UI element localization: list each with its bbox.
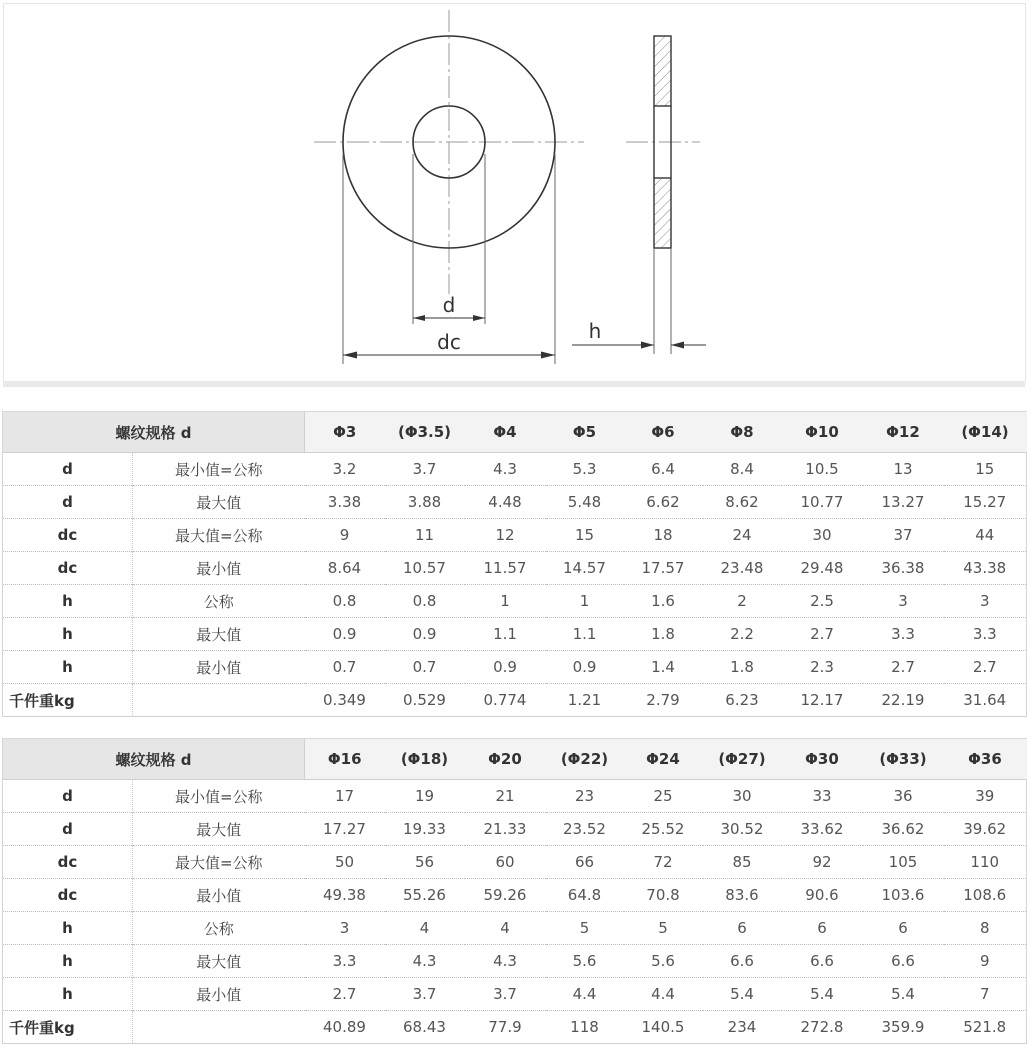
value-cell: 0.529 [403, 691, 446, 709]
value-cell: 70.8 [646, 886, 680, 904]
value-cell: 1 [579, 592, 590, 610]
size-header: (Φ18) [400, 750, 449, 768]
value-cell: 22.19 [881, 691, 925, 709]
condition-cell: 最小值 [196, 985, 242, 1004]
value-cell: 1.1 [572, 625, 597, 643]
value-cell: 12 [495, 526, 515, 544]
value-cell: 8.62 [725, 493, 759, 511]
value-cell: 40.89 [323, 1018, 366, 1036]
value-cell: 2 [737, 592, 747, 610]
value-cell: 33 [812, 787, 832, 805]
value-cell: 2.5 [810, 592, 834, 610]
value-cell: 0.8 [332, 592, 357, 610]
value-cell: 39.62 [944, 813, 1027, 846]
value-cell: 90.6 [805, 886, 839, 904]
value-cell: 2.2 [730, 625, 754, 643]
d-dimension-label: d [442, 293, 456, 317]
condition-cell: 最大值 [196, 625, 242, 644]
value-cell: 17 [334, 787, 355, 805]
value-cell: 0.7 [332, 658, 357, 676]
value-cell: 6.6 [891, 952, 915, 970]
value-cell: 8 [944, 912, 1027, 945]
value-cell: 1.6 [651, 592, 675, 610]
value-cell: 0.8 [412, 592, 437, 610]
value-cell: 5.4 [891, 985, 915, 1003]
empty-condition-cell [133, 1011, 305, 1044]
value-cell: 50 [334, 853, 355, 871]
size-header: Φ12 [886, 423, 920, 441]
value-cell: 37 [893, 526, 913, 544]
condition-cell: 公称 [203, 592, 234, 611]
condition-cell: 最小值=公称 [174, 787, 263, 806]
value-cell: 1.1 [493, 625, 517, 643]
value-cell: 92 [812, 853, 832, 871]
value-cell: 9 [339, 526, 350, 544]
table-row [3, 552, 1027, 585]
value-cell: 83.6 [725, 886, 759, 904]
thread-spec-header: 螺纹规格 d [3, 412, 305, 453]
value-cell: 6 [817, 919, 827, 937]
value-cell: 5.4 [730, 985, 754, 1003]
value-cell: 3.7 [493, 985, 517, 1003]
size-header: Φ24 [646, 750, 680, 768]
param-cell: d [3, 813, 133, 846]
value-cell: 23.52 [563, 820, 606, 838]
table-row [3, 978, 1027, 1011]
value-cell: 15 [944, 453, 1027, 486]
param-cell: h [3, 912, 133, 945]
value-cell: 6.23 [725, 691, 759, 709]
table-row [3, 1011, 1027, 1044]
h-arrow-right [671, 342, 684, 349]
size-header: Φ16 [327, 750, 362, 768]
param-cell: h [3, 618, 133, 651]
value-cell: 25 [653, 787, 673, 805]
value-cell: 14.57 [563, 559, 606, 577]
table-row [3, 780, 1027, 813]
value-cell: 85 [732, 853, 752, 871]
value-cell: 36.38 [881, 559, 925, 577]
value-cell: 3.3 [944, 618, 1027, 651]
value-cell: 3.3 [891, 625, 915, 643]
value-cell: 21 [495, 787, 515, 805]
param-cell: h [3, 945, 133, 978]
value-cell: 39 [944, 780, 1027, 813]
value-cell: 6 [737, 919, 747, 937]
value-cell: 1.21 [567, 691, 602, 709]
value-cell: 13.27 [881, 493, 925, 511]
value-cell: 3.7 [412, 460, 437, 478]
table-row [3, 879, 1027, 912]
value-cell: 33.62 [800, 820, 844, 838]
size-header: Φ4 [493, 423, 517, 441]
value-cell: 4.4 [651, 985, 675, 1003]
value-cell: 10.5 [805, 460, 839, 478]
size-header: (Φ22) [560, 750, 609, 768]
value-cell: 105 [888, 853, 918, 871]
value-cell: 110 [944, 846, 1027, 879]
value-cell: 4 [500, 919, 510, 937]
condition-cell: 最大值=公称 [174, 853, 263, 872]
value-cell: 2.3 [810, 658, 834, 676]
weight-label: 千件重kg [3, 1011, 133, 1044]
value-cell: 4.48 [488, 493, 522, 511]
value-cell: 234 [727, 1018, 757, 1036]
value-cell: 0.9 [493, 658, 517, 676]
value-cell: 10.57 [403, 559, 446, 577]
param-cell: h [3, 978, 133, 1011]
size-header: Φ5 [572, 423, 597, 441]
value-cell: 3.2 [332, 460, 357, 478]
value-cell: 4.4 [572, 985, 597, 1003]
size-header: Φ3 [333, 423, 357, 441]
value-cell: 55.26 [403, 886, 446, 904]
value-cell: 25.52 [641, 820, 685, 838]
value-cell: 49.38 [323, 886, 366, 904]
value-cell: 2.7 [891, 658, 915, 676]
value-cell: 0.349 [323, 691, 366, 709]
value-cell: 6 [898, 919, 908, 937]
value-cell: 5.48 [567, 493, 602, 511]
param-cell: dc [3, 846, 133, 879]
size-header: Φ8 [730, 423, 754, 441]
condition-cell: 最小值=公称 [174, 460, 263, 479]
value-cell: 17.27 [323, 820, 366, 838]
value-cell: 6.6 [810, 952, 834, 970]
value-cell: 8.64 [327, 559, 362, 577]
param-cell: d [3, 780, 133, 813]
condition-cell: 最小值 [196, 658, 242, 677]
value-cell: 44 [944, 519, 1027, 552]
table-row [3, 486, 1027, 519]
value-cell: 24 [732, 526, 752, 544]
value-cell: 4.3 [412, 952, 437, 970]
value-cell: 2.7 [810, 625, 834, 643]
param-cell: h [3, 651, 133, 684]
value-cell: 12.17 [800, 691, 844, 709]
value-cell: 19.33 [403, 820, 446, 838]
value-cell: 68.43 [403, 1018, 446, 1036]
size-header: (Φ33) [879, 750, 927, 768]
condition-cell: 最大值 [196, 952, 242, 971]
value-cell: 0.9 [332, 625, 357, 643]
table-row [3, 846, 1027, 879]
table-row [3, 945, 1027, 978]
value-cell: 72 [653, 853, 673, 871]
condition-cell: 最大值=公称 [174, 526, 263, 545]
side-section-bottom [654, 178, 671, 248]
value-cell: 0.9 [412, 625, 437, 643]
value-cell: 2.79 [646, 691, 680, 709]
param-cell: dc [3, 879, 133, 912]
value-cell: 0.7 [412, 658, 437, 676]
size-header: (Φ27) [718, 750, 766, 768]
value-cell: 5.4 [810, 985, 834, 1003]
value-cell: 31.64 [944, 684, 1027, 717]
value-cell: 7 [944, 978, 1027, 1011]
size-header: (Φ3.5) [397, 423, 452, 441]
value-cell: 140.5 [641, 1018, 685, 1036]
spec-table-2 [2, 738, 1027, 1044]
value-cell: 23.48 [720, 559, 764, 577]
table-row [3, 585, 1027, 618]
value-cell: 30 [732, 787, 752, 805]
value-cell: 6.4 [651, 460, 675, 478]
param-cell: d [3, 453, 133, 486]
table-row [3, 651, 1027, 684]
table-header-row [3, 412, 1027, 453]
dc-arrow-left [343, 352, 357, 359]
value-cell: 23 [574, 787, 595, 805]
condition-cell: 最小值 [196, 886, 242, 905]
side-section-top [654, 36, 671, 106]
value-cell: 8.4 [730, 460, 754, 478]
value-cell: 3 [339, 919, 350, 937]
table-row [3, 912, 1027, 945]
value-cell: 11 [414, 526, 435, 544]
table-row [3, 684, 1027, 717]
value-cell: 359.9 [881, 1018, 925, 1036]
condition-cell: 公称 [203, 919, 234, 938]
size-header: Φ36 [968, 750, 1002, 768]
value-cell: 2.7 [332, 985, 357, 1003]
value-cell: 5.6 [572, 952, 597, 970]
size-header: Φ10 [805, 423, 839, 441]
table-header-row [3, 739, 1027, 780]
value-cell: 59.26 [483, 886, 527, 904]
thread-spec-header: 螺纹规格 d [3, 739, 305, 780]
value-cell: 272.8 [800, 1018, 844, 1036]
value-cell: 108.6 [944, 879, 1027, 912]
value-cell: 56 [414, 853, 435, 871]
value-cell: 103.6 [881, 886, 925, 904]
d-arrow-right [473, 315, 485, 321]
d-arrow-left [413, 315, 425, 321]
value-cell: 1.4 [651, 658, 675, 676]
value-cell: 0.9 [572, 658, 597, 676]
value-cell: 30 [812, 526, 832, 544]
value-cell: 4.3 [493, 952, 517, 970]
size-header: Φ6 [651, 423, 675, 441]
size-header: Φ30 [805, 750, 839, 768]
value-cell: 64.8 [567, 886, 602, 904]
table-row [3, 813, 1027, 846]
value-cell: 60 [495, 853, 515, 871]
value-cell: 0.774 [483, 691, 527, 709]
washer-drawing-panel [3, 3, 1026, 382]
table-row [3, 453, 1027, 486]
value-cell: 5 [579, 919, 590, 937]
value-cell: 36.62 [881, 820, 925, 838]
value-cell: 77.9 [488, 1018, 522, 1036]
value-cell: 6.62 [646, 493, 680, 511]
dc-dimension-label: dc [437, 330, 461, 354]
drawing-bottom-bar [3, 381, 1025, 387]
value-cell: 66 [574, 853, 595, 871]
param-cell: dc [3, 552, 133, 585]
value-cell: 15.27 [944, 486, 1027, 519]
washer-drawing [4, 4, 1025, 382]
value-cell: 29.48 [800, 559, 844, 577]
condition-cell: 最大值 [196, 820, 242, 839]
value-cell: 21.33 [483, 820, 527, 838]
value-cell: 4.3 [493, 460, 517, 478]
condition-cell: 最小值 [196, 559, 242, 578]
h-arrow-left [641, 342, 654, 349]
value-cell: 3.3 [332, 952, 357, 970]
value-cell: 3.7 [412, 985, 437, 1003]
value-cell: 19 [414, 787, 435, 805]
value-cell: 17.57 [641, 559, 685, 577]
weight-label: 千件重kg [3, 684, 133, 717]
value-cell: 118 [570, 1018, 599, 1036]
value-cell: 3.38 [327, 493, 362, 511]
value-cell: 6.6 [730, 952, 754, 970]
spec-table-1 [2, 411, 1027, 717]
value-cell: 3 [898, 592, 908, 610]
value-cell: 10.77 [800, 493, 844, 511]
value-cell: 3.88 [407, 493, 442, 511]
size-header: Φ20 [488, 750, 522, 768]
value-cell: 43.38 [944, 552, 1027, 585]
value-cell: 4 [419, 919, 430, 937]
empty-condition-cell [133, 684, 305, 717]
table-row [3, 519, 1027, 552]
value-cell: 9 [944, 945, 1027, 978]
value-cell: 15 [574, 526, 595, 544]
size-header: (Φ14) [961, 423, 1009, 441]
value-cell: 1.8 [730, 658, 754, 676]
value-cell: 521.8 [944, 1011, 1027, 1044]
value-cell: 30.52 [720, 820, 764, 838]
dc-arrow-right [541, 352, 555, 359]
condition-cell: 最大值 [196, 493, 242, 512]
value-cell: 1 [500, 592, 510, 610]
value-cell: 11.57 [483, 559, 527, 577]
value-cell: 2.7 [944, 651, 1027, 684]
h-dimension-label: h [588, 319, 602, 343]
value-cell: 3 [944, 585, 1027, 618]
value-cell: 36 [893, 787, 913, 805]
param-cell: d [3, 486, 133, 519]
value-cell: 1.8 [651, 625, 675, 643]
value-cell: 18 [653, 526, 673, 544]
value-cell: 5.3 [572, 460, 597, 478]
table-row [3, 618, 1027, 651]
value-cell: 13 [893, 460, 913, 478]
value-cell: 5 [658, 919, 668, 937]
param-cell: dc [3, 519, 133, 552]
value-cell: 5.6 [651, 952, 675, 970]
param-cell: h [3, 585, 133, 618]
